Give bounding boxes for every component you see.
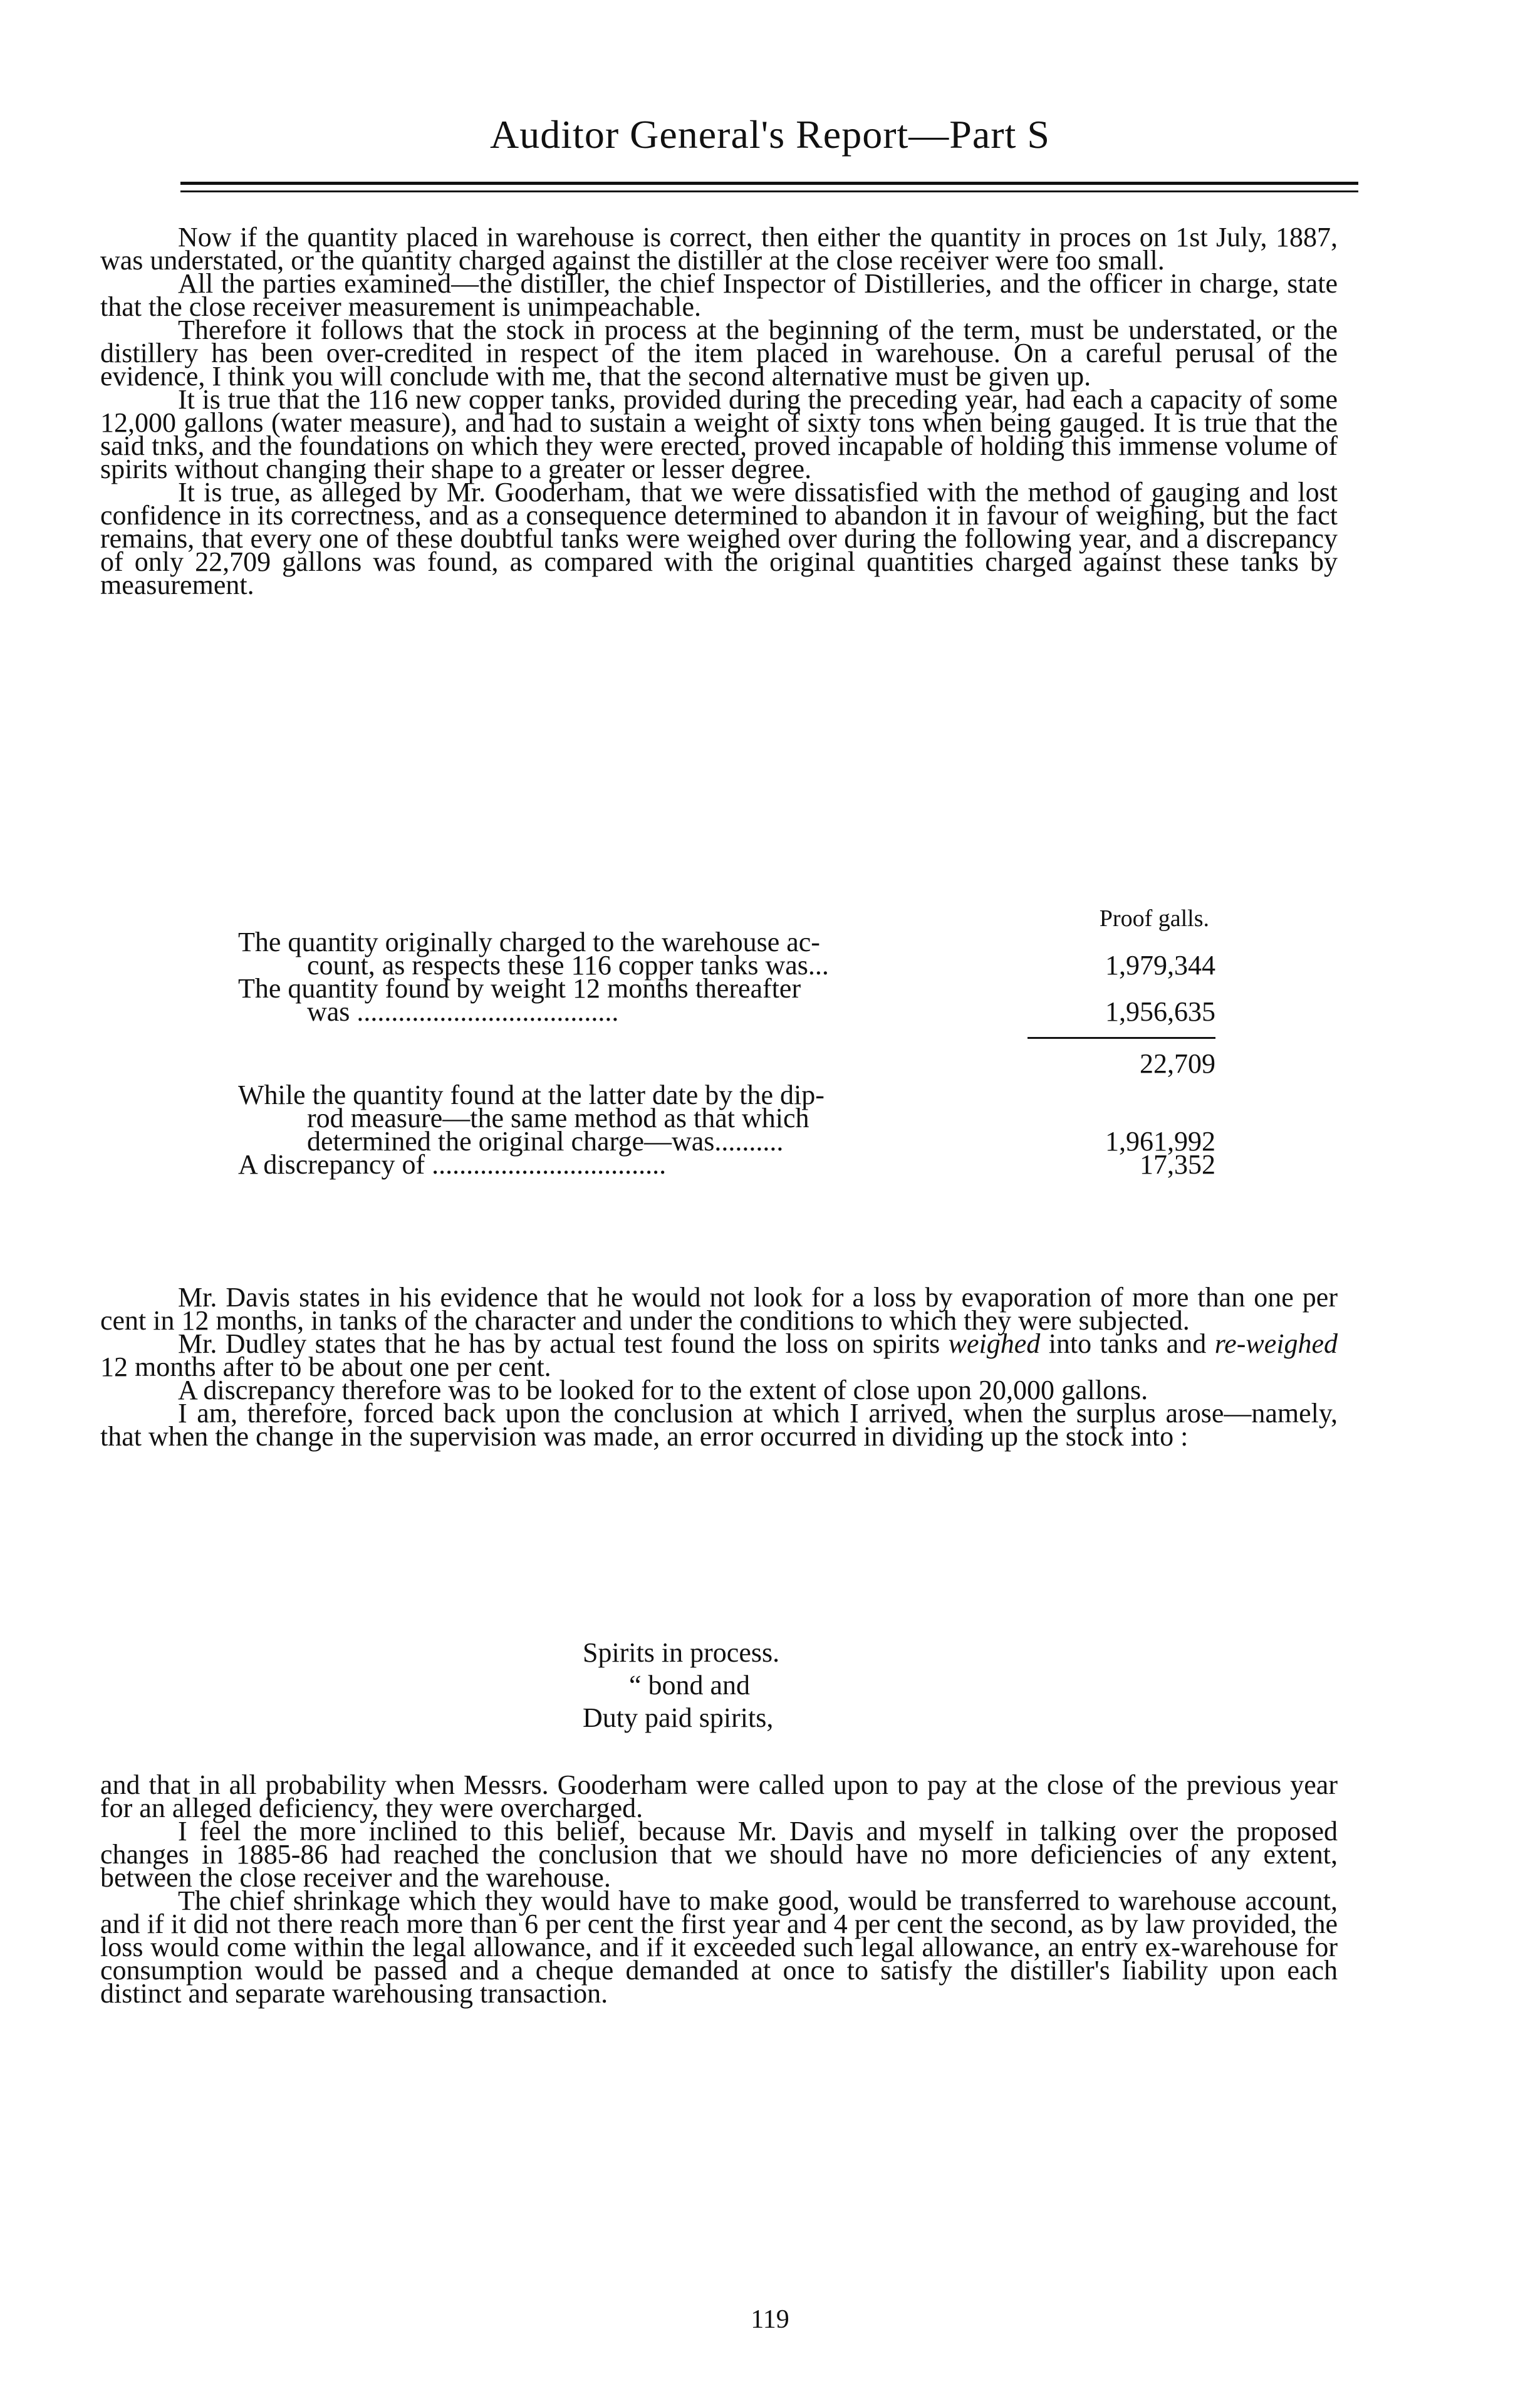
sum-rule [1028, 1037, 1215, 1039]
page-number: 119 [751, 2305, 789, 2334]
row-label-line: The quantity found by weight 12 months thereafter [238, 973, 801, 1004]
paragraph: It is true, as alleged by Mr. Gooderham, that we were dissatisfied with the method of gauging and lost confidence in its correctness, and as a consequence determined to abandon it in favour of weighing, but the fact remains, that every one of these doubtful tanks were weighed over during the following year, and a discrepancy of only 22,709 gallons was found, as compared with the original quantities charged against these tanks by measurement. [100, 477, 1338, 600]
row-label-line: The quantity originally charged to the warehouse ac- [238, 927, 820, 957]
body-middle [100, 1282, 1338, 1452]
header-rule-thick [180, 182, 1358, 185]
difference-row [238, 1023, 1215, 1080]
table-row [238, 973, 1215, 1027]
paragraph: I am, therefore, forced back upon the conclusion at which I arrived, when the surplus arose—namely, that when the change in the supervision was made, an error occurred in dividing up the stock into : [100, 1398, 1338, 1452]
table-row [238, 927, 1215, 981]
row-value: 1,961,992 [1105, 1126, 1215, 1157]
paragraph: Now if the quantity placed in warehouse is correct, then either the quantity in proces on 1st July, 1887, was understated, or the quantity charged against the distiller at the close receiver were too small. [100, 222, 1338, 276]
paragraph: I feel the more inclined to this belief, because Mr. Davis and myself in talking over the proposed changes in 1885-86 had reached the conclusion that we should have no more deficiencies of any extent, between the close receiver and the warehouse. [100, 1816, 1338, 1893]
emphasis: weighed [948, 1328, 1041, 1359]
row-label-line: A discrepancy of .................................. [238, 1149, 667, 1180]
body-bottom [100, 1769, 1338, 2009]
stock-list [583, 1637, 779, 1734]
table-row [238, 1080, 1215, 1157]
table-row [238, 1149, 1215, 1180]
paragraph: Mr. Dudley states that he has by actual test found the loss on spirits weighed into tanks and re-weighed 12 months after to be about one per cent. [100, 1328, 1338, 1382]
paragraph: and that in all probability when Messrs. Gooderham were called upon to pay at the close of the previous year for an alleged deficiency, they were overcharged. [100, 1769, 1338, 1823]
row-label-line: While the quantity found at the latter date by the dip- [238, 1080, 825, 1110]
list-item: Duty paid spirits, [583, 1702, 774, 1733]
paragraph: A discrepancy therefore was to be looked for to the extent of close upon 20,000 gallons. [178, 1375, 1148, 1405]
column-header-proof-galls: Proof galls. [1099, 905, 1209, 932]
paragraph: It is true that the 116 new copper tanks, provided during the preceding year, had each a capacity of some 12,000 gallons (water measure), and had to sustain a weight of sixty tons when being gauged. It is true that the said tnks, and the foundations on which they were erected, proved incapable of holding this immense volume of spirits without changing their shape to a greater or lesser degree. [100, 384, 1338, 484]
difference-value: 22,709 [1140, 1048, 1215, 1079]
paragraph: Mr. Davis states in his evidence that he would not look for a loss by evaporation of more than one per cent in 12 months, in tanks of the character and under the conditions to which they were subjected. [100, 1282, 1338, 1336]
row-label-line: rod measure—the same method as that which [307, 1103, 809, 1133]
list-item: “ bond and [629, 1670, 751, 1701]
header-rule-thin [180, 190, 1358, 192]
row-value: 17,352 [1140, 1149, 1215, 1180]
paragraph: All the parties examined—the distiller, the chief Inspector of Distilleries, and the officer in charge, state that the close receiver measurement is unimpeachable. [100, 268, 1338, 322]
emphasis: re-weighed [1214, 1328, 1338, 1359]
row-label-line: count, as respects these 116 copper tanks was... [307, 950, 829, 981]
list-item: Spirits in process. [583, 1637, 780, 1668]
paragraph: Therefore it follows that the stock in process at the beginning of the term, must be understated, or the distillery has been over-credited in respect of the item placed in warehouse. On a careful perusal of the evidence, I think you will conclude with me, that the second alternative must be given up. [100, 315, 1338, 392]
quantity-table [238, 905, 1215, 1180]
page-header: Auditor General's Report—Part S [490, 112, 1050, 157]
row-label-line: determined the original charge—was.......... [307, 1126, 784, 1157]
row-label-line: was ...................................... [307, 996, 619, 1027]
row-value: 1,956,635 [1105, 996, 1215, 1027]
body-top [100, 222, 1338, 600]
paragraph: The chief shrinkage which they would have to make good, would be transferred to warehouse account, and if it did not there reach more than 6 per cent the first year and 4 per cent the second, as by law provided, the loss would come within the legal allowance, and if it exceeded such legal allowance, an entry ex-warehouse for consumption would be passed and a cheque demanded at once to satisfy the distiller's liability upon each distinct and separate warehousing transaction. [100, 1885, 1338, 2009]
row-value: 1,979,344 [1105, 950, 1215, 981]
